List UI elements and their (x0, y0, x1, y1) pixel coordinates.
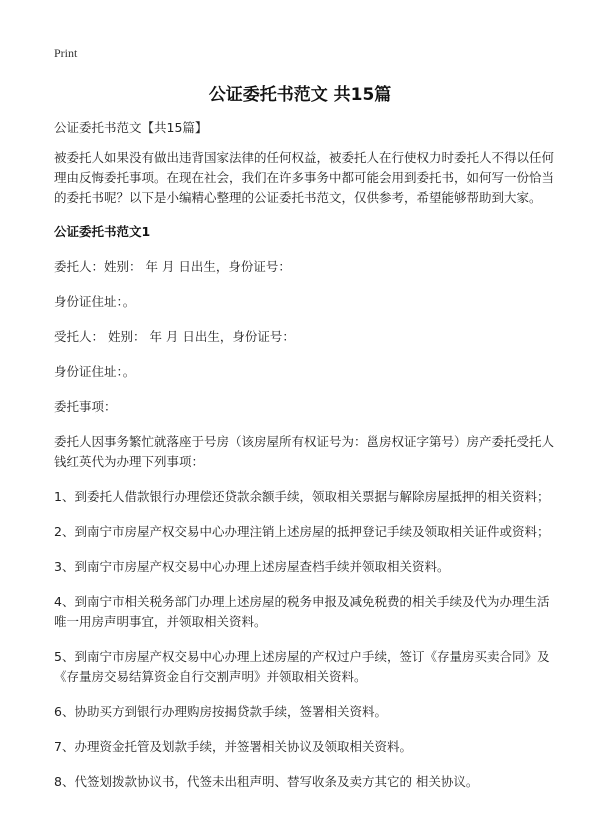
principal-address: 身份证住址：。 (54, 294, 136, 309)
document-body (54, 118, 554, 807)
principal-info: 委托人：姓别： 年 月 日出生，身份证号： (54, 259, 291, 274)
list-item: 2、到南宁市房屋产权交易中心办理注销上述房屋的抵押登记手续及领取相关证件或资料； (54, 524, 550, 539)
list-item: 1、到委托人借款银行办理偿还贷款余额手续，领取相关票据与解除房屋抵押的相关资料； (54, 489, 550, 504)
list-item: 5、到南宁市房屋产权交易中心办理上述房屋的产权过户手续，签订《存量房买卖合同》及《存量房交易结算资金自行交割声明》并领取相关资料。 (54, 649, 550, 684)
section-heading: 公证委托书范文1 (54, 224, 151, 239)
print-label: Print (54, 46, 78, 60)
list-item: 3、到南宁市房屋产权交易中心办理上述房屋查档手续并领取相关资料。 (54, 559, 450, 574)
list-item: 8、代签划拨款协议书，代签未出租声明、替写收条及卖方其它的 相关协议。 (54, 774, 479, 789)
entrustment-statement: 委托人因事务繁忙就落座于号房（该房屋所有权证号为：邕房权证字第号）房产委托受托人钱红英代为办理下列事项： (54, 434, 555, 469)
document-subtitle: 公证委托书范文【共15篇】 (54, 120, 208, 135)
agent-address: 身份证住址：。 (54, 364, 136, 379)
page-title: 公证委托书范文 共15篇 (208, 85, 392, 105)
list-item: 6、协助买方到银行办理购房按揭贷款手续，签署相关资料。 (54, 704, 387, 719)
entrusted-matters-label: 委托事项： (54, 399, 117, 414)
agent-info: 受托人： 姓别： 年 月 日出生，身份证号： (54, 329, 295, 344)
intro-paragraph: 被委托人如果没有做出违背国家法律的任何权益，被委托人在行使权力时委托人不得以任何理由反悔委托事项。在现在社会，我们在许多事务中都可能会用到委托书，如何写一份恰当的委托书呢？以下是小编精心整理的公证委托书范文，仅供参考，希望能够帮助到大家。 (54, 150, 555, 205)
list-item: 7、办理资金托管及划款手续，并签署相关协议及领取相关资料。 (54, 739, 412, 754)
list-item: 4、到南宁市相关税务部门办理上述房屋的税务申报及减免税费的相关手续及代为办理生活唯一用房声明事宜，并领取相关资料。 (54, 594, 550, 629)
